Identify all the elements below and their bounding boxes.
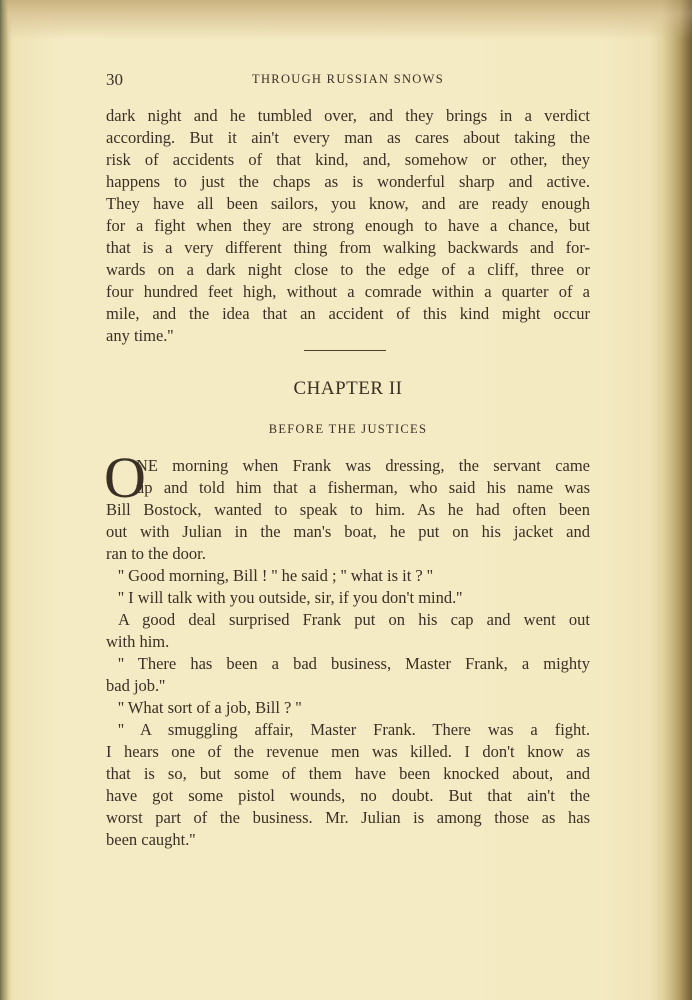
text-line: bad job.'' <box>106 676 166 695</box>
text-line: happens to just the chaps as is wonderful sharp and active. <box>106 172 590 191</box>
text-line: '' Good morning, Bill ! '' he said ; '' what is it ? '' <box>118 566 433 585</box>
text-line: have got some pistol wounds, no doubt. But that ain't the <box>106 786 590 805</box>
text-line: that is so, but some of them have been knocked about, and <box>106 764 590 783</box>
chapter-subtitle: BEFORE THE JUSTICES <box>268 422 428 436</box>
text-line: risk of accidents of that kind, and, somehow or other, they <box>106 150 590 169</box>
text-line: '' What sort of a job, Bill ? '' <box>118 698 302 717</box>
text-line: I hears one of the revenue men was killed. I don't know as <box>106 742 590 761</box>
text-line: ran to the door. <box>106 544 206 563</box>
text-line: wards on a dark night close to the edge of a cliff, three or <box>106 260 590 279</box>
text-line: out with Julian in the man's boat, he put on his jacket and <box>106 522 590 541</box>
section-divider <box>304 350 386 351</box>
text-line: Bill Bostock, wanted to speak to him. As he had often been <box>106 500 590 519</box>
text-line: any time.'' <box>106 326 174 345</box>
page-right-edge <box>662 0 692 1000</box>
text-line: with him. <box>106 632 170 651</box>
text-line: up and told him that a fisherman, who said his name was <box>136 478 590 497</box>
text-line: '' I will talk with you outside, sir, if you don't mind.'' <box>118 588 463 607</box>
text-line: that is a very different thing from walking backwards and for- <box>106 238 590 257</box>
text-line: mile, and the idea that an accident of this kind might occur <box>106 304 590 323</box>
text-line: '' There has been a bad business, Master Frank, a mighty <box>118 654 590 673</box>
text-line: NE morning when Frank was dressing, the servant came <box>136 456 590 475</box>
text-line: '' A smuggling affair, Master Frank. There was a fight. <box>118 720 590 739</box>
page-top-shadow <box>0 0 692 40</box>
drop-cap: O <box>104 445 146 510</box>
text-line: worst part of the business. Mr. Julian is among those as has <box>106 808 590 827</box>
text-line: according. But it ain't every man as cares about taking the <box>106 128 590 147</box>
text-line: four hundred feet high, without a comrade within a quarter of a <box>106 282 590 301</box>
text-line: They have all been sailors, you know, and are ready enough <box>106 194 590 213</box>
page-number: 30 <box>106 70 123 89</box>
text-line: been caught.'' <box>106 830 196 849</box>
running-head <box>106 70 590 90</box>
chapter-title: CHAPTER II <box>293 378 403 399</box>
text-line: dark night and he tumbled over, and they brings in a verdict <box>106 106 590 125</box>
text-line: A good deal surprised Frank put on his cap and went out <box>118 610 590 629</box>
running-title: THROUGH RUSSIAN SNOWS <box>252 72 444 86</box>
page-binding-edge <box>0 0 8 1000</box>
text-line: for a fight when they are strong enough to have a chance, but <box>106 216 590 235</box>
